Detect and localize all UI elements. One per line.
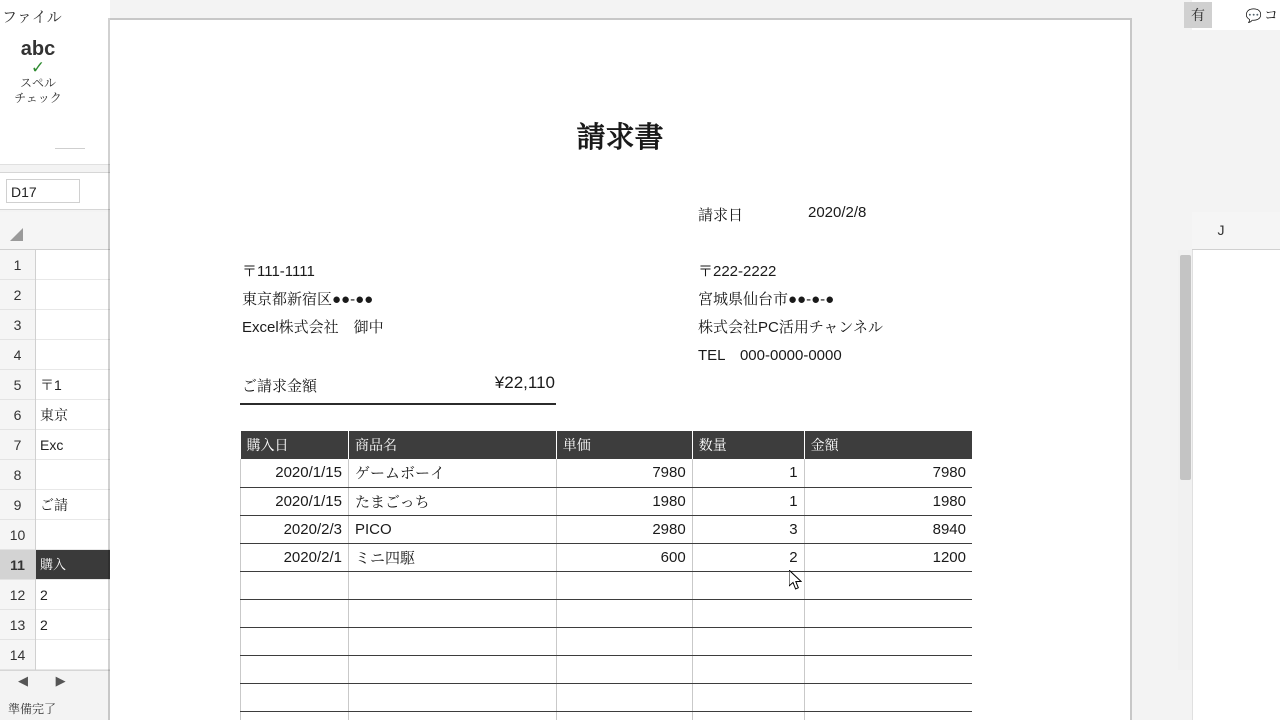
column-header-unit-price: 単価 bbox=[556, 431, 692, 459]
bill-to-line: Excel株式会社 御中 bbox=[242, 319, 384, 336]
cell-unit-price bbox=[556, 627, 692, 655]
grid-cell[interactable]: 東京 bbox=[36, 400, 110, 430]
checkmark-icon: ✓ bbox=[30, 58, 46, 77]
cell-date bbox=[241, 571, 349, 599]
select-all-triangle-icon[interactable] bbox=[10, 228, 23, 241]
grid-cell[interactable] bbox=[36, 460, 110, 490]
cell-quantity: 1 bbox=[692, 459, 804, 487]
vertical-scrollbar-thumb[interactable] bbox=[1180, 255, 1191, 480]
grid-cell[interactable]: 2 bbox=[36, 610, 110, 640]
cell-date bbox=[241, 655, 349, 683]
grid-cell[interactable]: 〒1 bbox=[36, 370, 110, 400]
row-header[interactable]: 1 bbox=[0, 250, 35, 280]
cell-product bbox=[348, 711, 556, 720]
bill-from-line: 宮城県仙台市●●-●-● bbox=[698, 291, 835, 308]
name-box-input[interactable]: D17 bbox=[6, 179, 80, 203]
row-header-column bbox=[0, 250, 36, 670]
grid-cell[interactable]: 購入 bbox=[36, 550, 110, 580]
row-header[interactable]: 2 bbox=[0, 280, 35, 310]
table-header-row bbox=[241, 431, 973, 459]
cell-amount bbox=[804, 655, 972, 683]
column-header-product: 商品名 bbox=[348, 431, 556, 459]
cell-date bbox=[241, 627, 349, 655]
comment-icon: 💬 bbox=[1245, 8, 1262, 23]
row-header[interactable]: 12 bbox=[0, 580, 35, 610]
spell-check-label-line2: チェック bbox=[14, 91, 62, 105]
cell-quantity: 1 bbox=[692, 487, 804, 515]
share-button[interactable]: 有 bbox=[1184, 2, 1212, 28]
cell-unit-price: 1980 bbox=[556, 487, 692, 515]
cell-product: ゲームボーイ bbox=[348, 459, 556, 487]
grid-cell[interactable] bbox=[36, 520, 110, 550]
grid-cell[interactable]: Exc bbox=[36, 430, 110, 460]
cell-amount: 8940 bbox=[804, 515, 972, 543]
cell-unit-price bbox=[556, 683, 692, 711]
total-amount-value: ¥22,110 bbox=[494, 373, 555, 392]
table-row bbox=[241, 571, 973, 599]
cell-unit-price: 7980 bbox=[556, 459, 692, 487]
cell-quantity: 3 bbox=[692, 515, 804, 543]
worksheet-grid-right[interactable] bbox=[1192, 250, 1280, 720]
page-title: 請求書 bbox=[576, 122, 664, 154]
abc-icon: abc bbox=[20, 38, 56, 60]
table-row bbox=[241, 711, 973, 720]
grid-cell[interactable] bbox=[36, 310, 110, 340]
formula-bar-row bbox=[0, 172, 110, 210]
cell-product bbox=[348, 655, 556, 683]
worksheet-grid[interactable] bbox=[36, 250, 110, 670]
cell-date: 2020/1/15 bbox=[241, 459, 349, 487]
cell-date: 2020/2/1 bbox=[241, 543, 349, 571]
comments-label: コ bbox=[1264, 7, 1278, 23]
cell-amount bbox=[804, 599, 972, 627]
column-header-date: 購入日 bbox=[241, 431, 349, 459]
cell-amount bbox=[804, 571, 972, 599]
bill-from-line: 〒222-2222 bbox=[698, 263, 777, 280]
sheet-nav-arrows-icon[interactable]: ◀ ▶ bbox=[18, 673, 78, 688]
cell-amount: 7980 bbox=[804, 459, 972, 487]
cell-product: ミニ四駆 bbox=[348, 543, 556, 571]
spell-check-button[interactable] bbox=[8, 38, 68, 106]
bill-to-block bbox=[242, 258, 384, 342]
bill-from-block bbox=[698, 258, 883, 370]
row-header[interactable]: 6 bbox=[0, 400, 35, 430]
file-menu-tab[interactable]: ファイル bbox=[2, 9, 62, 26]
row-header[interactable]: 5 bbox=[0, 370, 35, 400]
spell-check-label-line1: スペル bbox=[19, 76, 56, 90]
cell-date bbox=[241, 683, 349, 711]
invoice-document bbox=[110, 20, 1130, 720]
row-header[interactable]: 3 bbox=[0, 310, 35, 340]
grid-cell[interactable] bbox=[36, 640, 110, 670]
grid-cell[interactable]: 2 bbox=[36, 580, 110, 610]
cell-amount bbox=[804, 627, 972, 655]
row-header[interactable]: 8 bbox=[0, 460, 35, 490]
cell-amount bbox=[804, 683, 972, 711]
cell-product: PICO bbox=[348, 515, 556, 543]
cell-product bbox=[348, 599, 556, 627]
comments-button[interactable] bbox=[1246, 2, 1278, 28]
cell-quantity bbox=[692, 571, 804, 599]
cell-unit-price: 2980 bbox=[556, 515, 692, 543]
row-header[interactable]: 10 bbox=[0, 520, 35, 550]
total-amount-label: ご請求金額 bbox=[242, 378, 318, 395]
table-row bbox=[241, 543, 973, 571]
row-header[interactable]: 4 bbox=[0, 340, 35, 370]
cell-product: たまごっち bbox=[348, 487, 556, 515]
cell-quantity bbox=[692, 683, 804, 711]
cell-quantity bbox=[692, 627, 804, 655]
cell-date bbox=[241, 711, 349, 720]
line-items-table bbox=[240, 431, 972, 720]
cell-date: 2020/2/3 bbox=[241, 515, 349, 543]
cell-unit-price bbox=[556, 599, 692, 627]
column-header-j[interactable]: J bbox=[1217, 222, 1225, 238]
cell-product bbox=[348, 571, 556, 599]
bill-from-line: TEL 000-0000-0000 bbox=[698, 347, 842, 364]
invoice-date-label: 請求日 bbox=[698, 207, 744, 224]
row-header[interactable]: 11 bbox=[0, 550, 35, 580]
cell-amount bbox=[804, 711, 972, 720]
column-header-quantity: 数量 bbox=[692, 431, 804, 459]
ribbon-left-section bbox=[0, 0, 110, 165]
row-header[interactable]: 7 bbox=[0, 430, 35, 460]
cell-quantity: 2 bbox=[692, 543, 804, 571]
cell-amount: 1980 bbox=[804, 487, 972, 515]
column-header-amount: 金額 bbox=[804, 431, 972, 459]
cell-unit-price bbox=[556, 711, 692, 720]
ribbon-divider bbox=[55, 148, 85, 149]
table-row bbox=[241, 459, 973, 487]
table-row bbox=[241, 627, 973, 655]
table-row bbox=[241, 515, 973, 543]
table-row bbox=[241, 655, 973, 683]
grid-cell[interactable] bbox=[36, 250, 110, 280]
row-header[interactable]: 14 bbox=[0, 640, 35, 670]
cell-unit-price: 600 bbox=[556, 543, 692, 571]
cell-quantity bbox=[692, 711, 804, 720]
grid-cell[interactable] bbox=[36, 340, 110, 370]
cell-date bbox=[241, 599, 349, 627]
cell-quantity bbox=[692, 599, 804, 627]
grid-cell[interactable]: ご請 bbox=[36, 490, 110, 520]
row-header[interactable]: 9 bbox=[0, 490, 35, 520]
row-header[interactable]: 13 bbox=[0, 610, 35, 640]
cell-unit-price bbox=[556, 655, 692, 683]
table-row bbox=[241, 487, 973, 515]
table-row bbox=[241, 683, 973, 711]
cell-product bbox=[348, 683, 556, 711]
total-underline bbox=[240, 403, 556, 405]
bill-to-line: 〒111-1111 bbox=[242, 263, 315, 280]
grid-cell[interactable] bbox=[36, 280, 110, 310]
invoice-date-value: 2020/2/8 bbox=[808, 204, 867, 221]
table-row bbox=[241, 599, 973, 627]
status-bar: 準備完了 bbox=[0, 698, 110, 720]
cell-amount: 1200 bbox=[804, 543, 972, 571]
cell-unit-price bbox=[556, 571, 692, 599]
bill-from-line: 株式会社PC活用チャンネル bbox=[698, 319, 883, 336]
bill-to-line: 東京都新宿区●●-●● bbox=[242, 291, 374, 308]
cell-quantity bbox=[692, 655, 804, 683]
cell-date: 2020/1/15 bbox=[241, 487, 349, 515]
cell-product bbox=[348, 627, 556, 655]
